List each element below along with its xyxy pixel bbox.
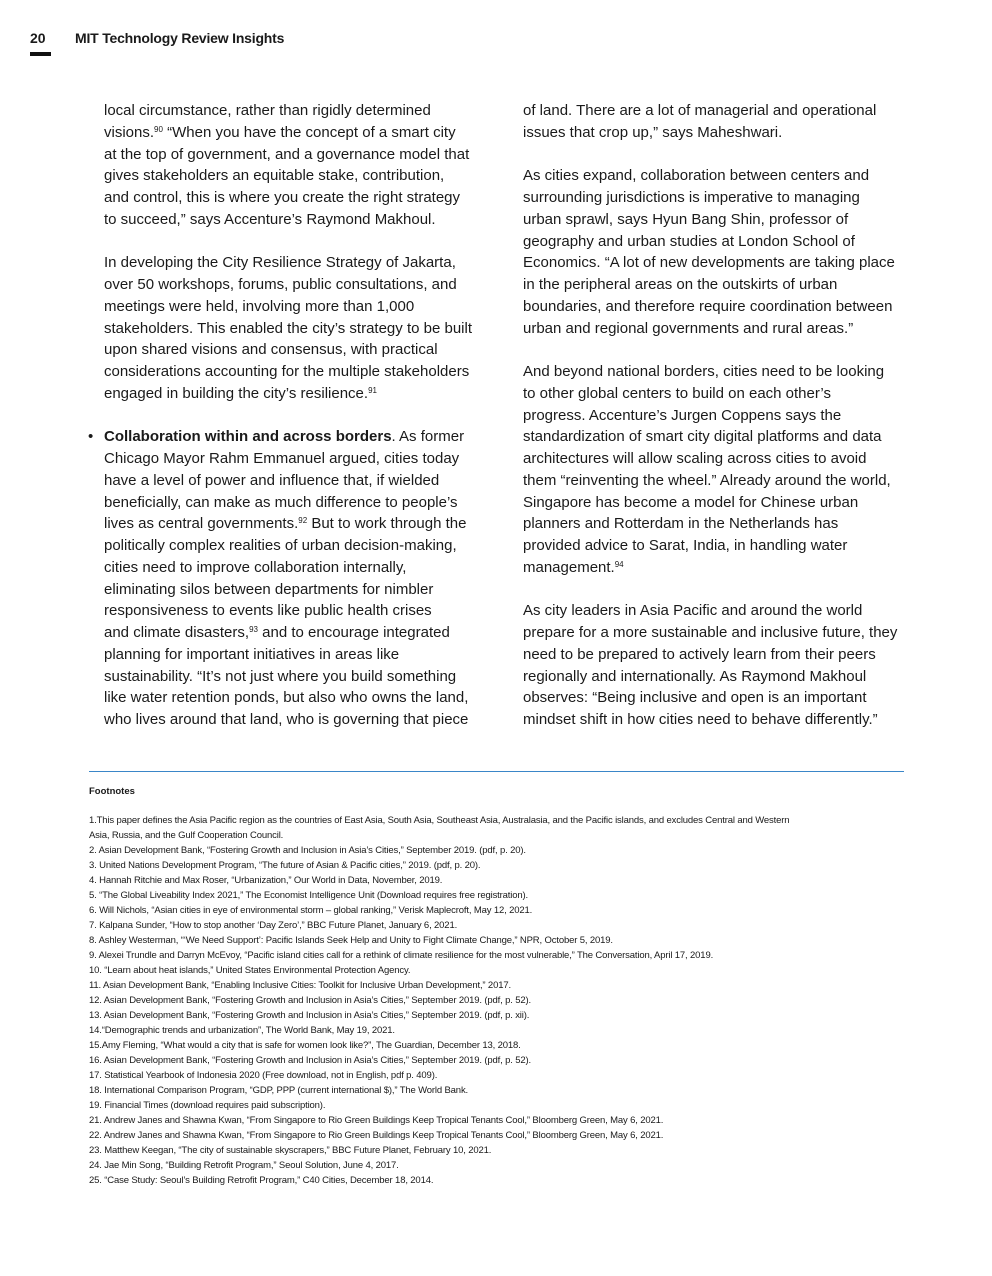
footnote-item: 9. Alexei Trundle and Darryn McEvoy, “Pacific island cities call for a rethink of climate resilience for the most vulnerable,” The Conversation, April 17, 2019.: [89, 950, 714, 961]
footnote-item: 3. United Nations Development Program, “The future of Asian & Pacific cities,” 2019. (pdf, p. 20).: [89, 860, 481, 871]
footnote-item: 2. Asian Development Bank, “Fostering Growth and Inclusion in Asia’s Cities,” September 2019. (pdf, p. 20).: [89, 845, 526, 856]
footnote-ref-92[interactable]: 92: [298, 516, 308, 526]
text-line: management.$^{94}$: [523, 558, 624, 576]
paragraph-smart-city: [104, 100, 486, 231]
footnote-item: 13. Asian Development Bank, “Fostering Growth and Inclusion in Asia’s Cities,” September 2019. (pdf, p. xii).: [89, 1010, 530, 1021]
footnote-item: 7. Kalpana Sunder, “How to stop another ‘Day Zero’,” BBC Future Planet, January 6, 2021.: [89, 920, 458, 931]
bullet-dot: •: [88, 428, 94, 446]
footnote-item: 24. Jae Min Song, “Building Retrofit Program,” Seoul Solution, June 4, 2017.: [89, 1160, 399, 1171]
footnote-item: 21. Andrew Janes and Shawna Kwan, “From Singapore to Rio Green Buildings Keep Tropical Tenants Cool,” Bloomberg Green, May 6, 2021.: [89, 1115, 664, 1126]
text-line: As city leaders in Asia Pacific and around the world: [523, 602, 863, 620]
text-line: standardization of smart city digital platforms and data: [523, 428, 882, 446]
text-line: have a level of power and influence that, if wielded: [104, 471, 440, 489]
text-line: In developing the City Resilience Strategy of Jakarta,: [104, 254, 456, 272]
footnote-ref-91[interactable]: 91: [368, 385, 377, 395]
footnotes-title: Footnotes: [89, 786, 135, 797]
text-line: over 50 workshops, forums, public consultations, and: [104, 276, 457, 293]
text-line: at the top of government, and a governance model that: [104, 145, 470, 163]
text-line: mindset shift in how cities need to behave differently.”: [523, 711, 878, 728]
footnote-item: 23. Matthew Keegan, “The city of sustainable skyscrapers,” BBC Future Planet, February 10, 2021.: [89, 1145, 492, 1156]
footnote-item: 19. Financial Times (download requires paid subscription).: [89, 1100, 326, 1111]
text-line: eliminating silos between departments for nimbler: [104, 580, 434, 598]
text-line: cities need to improve collaboration internally,: [104, 558, 407, 576]
text-line: lives as central governments.$^{92}$ But to work through the: [104, 515, 467, 533]
bullet-lead: Collaboration within and across borders: [104, 428, 392, 446]
footnote-item: 17. Statistical Yearbook of Indonesia 2020 (Free download, not in English, pdf p. 409).: [89, 1070, 438, 1081]
footnote-item: 8. Ashley Westerman, “‘We Need Support’: Pacific Islands Seek Help and Unity to Fight Climate Change,” NPR, October 5, 2019.: [89, 935, 613, 946]
text-line: and climate disasters,$^{93}$ and to encourage integrated: [104, 624, 450, 641]
text-line: regionally and internationally. As Raymond Makhoul: [523, 667, 867, 685]
text-line: surrounding jurisdictions is imperative to managing: [523, 189, 860, 206]
text-line: gives stakeholders an equitable stake, contribution,: [104, 167, 445, 185]
paragraph-maheshwari: [523, 100, 905, 144]
left-column: [88, 100, 486, 731]
text-line: sustainability. “It’s not just where you build something: [104, 667, 457, 685]
footnote-ref-90[interactable]: 90: [154, 124, 163, 134]
paragraph-jakarta: [104, 252, 486, 404]
text-line: progress. Accenture’s Jurgen Coppens says the: [523, 406, 842, 424]
footnote-item: 10. “Learn about heat islands,” United States Environmental Protection Agency.: [89, 965, 411, 976]
footnote-item: 25. “Case Study: Seoul’s Building Retrofit Program,” C40 Cities, December 18, 2014.: [89, 1175, 434, 1186]
text-line: As cities expand, collaboration between centers and: [523, 167, 870, 185]
text-line: issues that crop up,” says Maheshwari.: [523, 123, 783, 141]
footnote-item: Asia, Russia, and the Gulf Cooperation Council.: [89, 830, 284, 841]
page-number-underline: [30, 52, 51, 56]
text-line: and control, this is where you create the right strategy: [104, 189, 461, 206]
paragraph-conclusion: [523, 600, 905, 731]
text-line: urban and regional governments and rural areas.”: [523, 319, 854, 337]
text-line: planning for important initiatives in areas like: [104, 645, 400, 663]
text-line: like water retention ponds, but also who owns the land,: [104, 689, 469, 707]
text-line: politically complex realities of urban decision-making,: [104, 537, 457, 554]
text-line: Collaboration within and across borders. As former: [104, 428, 465, 446]
text-line: stakeholders. This enabled the city’s strategy to be built: [104, 319, 472, 337]
text-line: to succeed,” says Accenture’s Raymond Makhoul.: [104, 210, 436, 228]
footnote-item: 18. International Comparison Program, “GDP, PPP (current international $),” The World Bank.: [89, 1085, 469, 1096]
page-number: 20: [30, 30, 46, 46]
footnotes-list: [89, 813, 904, 1188]
paragraph-urban-sprawl: [523, 165, 905, 339]
footnotes-divider: [89, 771, 904, 772]
footnote-ref-94[interactable]: 94: [614, 559, 624, 569]
text-line: local circumstance, rather than rigidly determined: [104, 102, 431, 119]
text-line: engaged in building the city’s resilience.$^{91}$: [104, 384, 377, 402]
text-line: considerations accounting for the multiple stakeholders: [104, 363, 470, 380]
text-line: observes: “Being inclusive and open is an important: [523, 689, 867, 707]
text-line: visions.$^{90}$ “When you have the concept of a smart city: [104, 123, 456, 141]
footnote-item: 12. Asian Development Bank, “Fostering Growth and Inclusion in Asia’s Cities,” September 2019. (pdf, p. 52).: [89, 995, 531, 1006]
footnote-item: 15.Amy Fleming, “What would a city that is safe for women look like?”, The Guardian, December 13, 2018.: [89, 1040, 521, 1051]
footnote-item: 5. “The Global Liveability Index 2021,” The Economist Intelligence Unit (Download requires free registration).: [89, 890, 529, 901]
text-line: of land. There are a lot of managerial and operational: [523, 102, 877, 119]
text-line: urban sprawl, says Hyun Bang Shin, professor of: [523, 210, 849, 228]
text-line: boundaries, and therefore require coordination between: [523, 297, 893, 315]
right-column: [523, 100, 905, 753]
text-line: responsiveness to events like public health crises: [104, 602, 432, 620]
text-line: planners and Rotterdam in the Netherlands has: [523, 515, 839, 533]
footnote-item: 22. Andrew Janes and Shawna Kwan, “From Singapore to Rio Green Buildings Keep Tropical Tenants Cool,” Bloomberg Green, May 6, 2021.: [89, 1130, 664, 1141]
text-line: upon shared visions and consensus, with practical: [104, 341, 438, 359]
bullet-collaboration: [88, 426, 486, 731]
text-line: Economics. “A lot of new developments are taking place: [523, 254, 895, 272]
text-line: Chicago Mayor Rahm Emmanuel argued, cities today: [104, 450, 460, 467]
text-line: need to be prepared to actively learn from their peers: [523, 645, 876, 663]
footnote-item: 1.This paper defines the Asia Pacific region as the countries of East Asia, South Asia, Southeast Asia, Australasia, and the Pacific islands, and excludes Central and Western: [89, 815, 790, 826]
text-line: beneficially, can make as much difference to people’s: [104, 493, 458, 511]
footnote-item: 14.“Demographic trends and urbanization”, The World Bank, May 19, 2021.: [89, 1025, 395, 1036]
footnote-item: 4. Hannah Ritchie and Max Roser, “Urbanization,” Our World in Data, November, 2019.: [89, 875, 443, 886]
text-line: geography and urban studies at London School of: [523, 232, 855, 250]
footnote-item: 6. Will Nichols, “Asian cities in eye of environmental storm – global ranking,” Verisk Maplecroft, May 12, 2021.: [89, 905, 533, 916]
footnote-item: 11. Asian Development Bank, “Enabling Inclusive Cities: Toolkit for Inclusive Urban Development,” 2017.: [89, 980, 511, 991]
text-line: in the peripheral areas on the outskirts of urban: [523, 276, 838, 293]
text-line: them “reinventing the wheel.” Already around the world,: [523, 471, 891, 489]
publication-title: MIT Technology Review Insights: [75, 30, 285, 46]
text-line: And beyond national borders, cities need to be looking: [523, 363, 885, 380]
text-line: prepare for a more sustainable and inclusive future, they: [523, 624, 898, 641]
text-line: architectures will allow scaling across cities to avoid: [523, 450, 867, 467]
text-line: to other global centers to build on each other’s: [523, 384, 831, 402]
paragraph-national-borders: [523, 361, 905, 579]
footnote-item: 16. Asian Development Bank, “Fostering Growth and Inclusion in Asia’s Cities,” September 2019. (pdf, p. 52).: [89, 1055, 531, 1066]
text-line: Singapore has become a model for Chinese urban: [523, 493, 859, 511]
text-line: meetings were held, involving more than 1,000: [104, 297, 415, 315]
text-line: who lives around that land, who is governing that piece: [104, 711, 469, 728]
footnote-ref-93[interactable]: 93: [249, 625, 258, 634]
text-line: provided advice to Sarat, India, in handling water: [523, 537, 848, 554]
